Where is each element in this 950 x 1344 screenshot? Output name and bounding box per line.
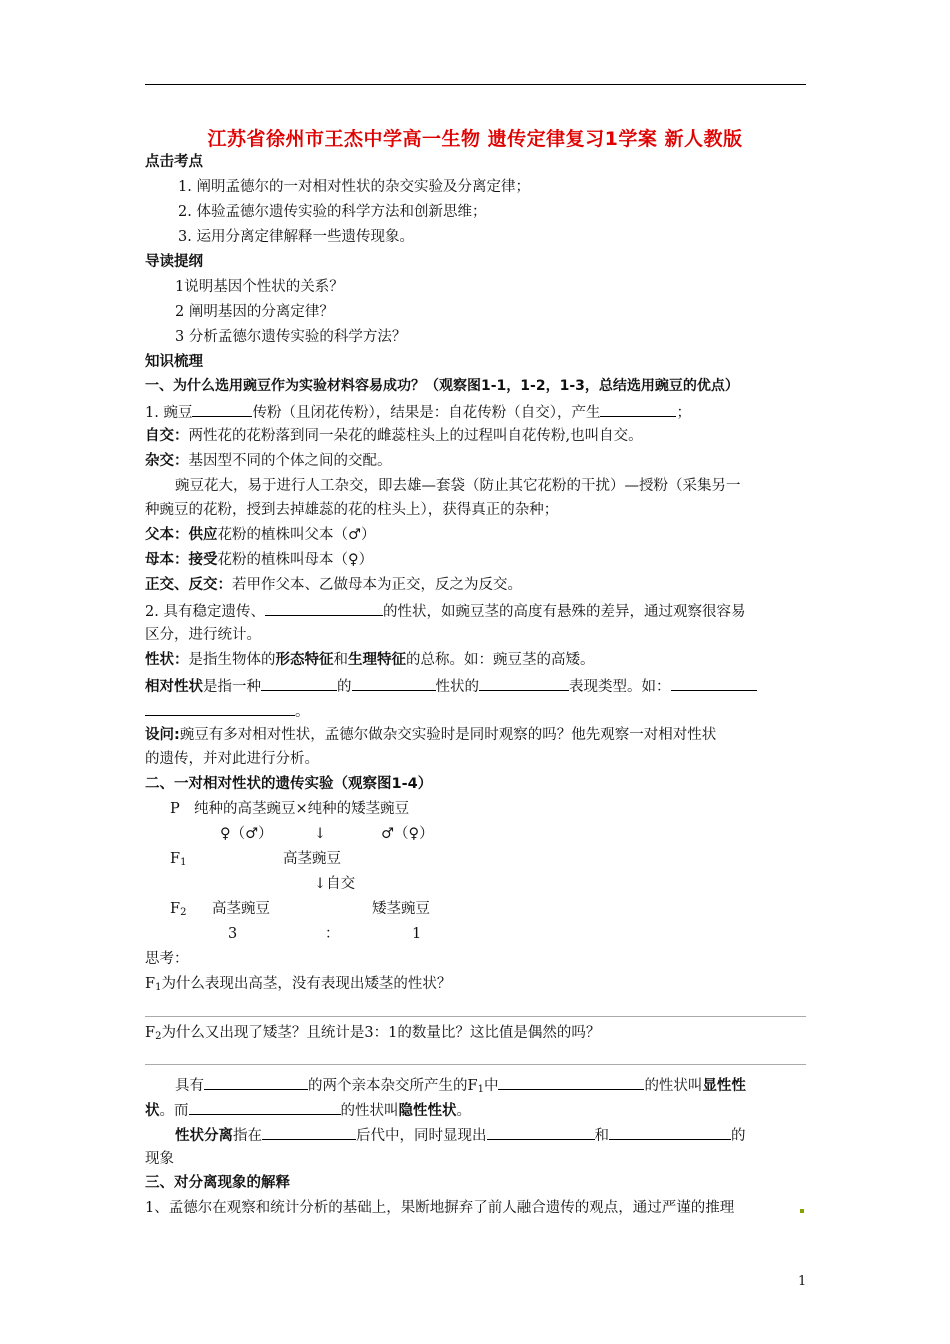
cross-f2-right: 矮茎豌豆 (372, 901, 430, 917)
list-item: 1说明基因个性状的关系？ (175, 279, 344, 295)
list-item: 1. 阐明孟德尔的一对相对性状的杂交实验及分离定律； (178, 179, 530, 195)
paragraph-line: 现象 (145, 1151, 174, 1167)
definition-text: 若甲作父本、乙做母本为正交，反之为反交。 (232, 577, 522, 593)
bold-text: 显性性 (702, 1078, 746, 1094)
text: 的性状叫 (340, 1103, 399, 1119)
text: 和 (333, 652, 348, 668)
section-heading-daodu: 导读提纲 (145, 254, 203, 270)
blank-field[interactable] (600, 402, 676, 417)
definition-zijiao (145, 427, 643, 445)
section-heading-2: 二、一对相对性状的遗传实验（观察图1-4） (145, 776, 433, 792)
fill-line-2 (145, 601, 745, 621)
bold-text: 接受 (188, 552, 218, 568)
blank-field[interactable] (479, 676, 569, 691)
question-heading-1: 一、为什么选用豌豆作为实验材料容易成功？（观察图1-1，1-2，1-3，总结选用豌豆的优点） (145, 378, 739, 394)
shewen-line (145, 726, 716, 744)
text: 。而 (159, 1103, 189, 1119)
blank-field[interactable] (352, 676, 436, 691)
section-heading-kaodian: 点击考点 (145, 154, 203, 170)
text: 和 (594, 1128, 609, 1144)
term-label: 设问: (145, 727, 180, 743)
text: 的性状，如豌豆茎的高度有悬殊的差异，通过观察很容易 (382, 604, 746, 620)
blank-field[interactable] (609, 1125, 731, 1140)
blank-field[interactable] (262, 1125, 356, 1140)
subscript: 1 (155, 982, 162, 993)
cross-f1-label (170, 850, 186, 872)
blank-field[interactable] (189, 1100, 341, 1115)
text: 的 (337, 679, 352, 695)
term-label: 自交： (145, 428, 189, 444)
bold-text: 生理特征 (348, 652, 406, 668)
term-label: 正交、反交： (145, 577, 232, 593)
list-item: 2. 体验孟德尔遗传实验的科学方法和创新思维； (178, 204, 487, 220)
definition-text: 花粉的植株叫母本（♀） (217, 552, 374, 568)
term-label: 杂交： (145, 453, 189, 469)
paragraph-line: 豌豆花大，易于进行人工杂交，即去雄—套袋（防止其它花粉的干扰）—授粉（采集另一 (175, 478, 741, 494)
blank-field[interactable] (487, 1125, 595, 1140)
ratio-right: 1 (412, 926, 422, 942)
term-label: 母本： (145, 552, 189, 568)
subscript: 2 (180, 907, 187, 918)
paragraph-line: 1、孟德尔在观察和统计分析的基础上，果断地摒弃了前人融合遗传的观点，通过严谨的推理 (145, 1200, 735, 1216)
document-title: 江苏省徐州市王杰中学高一生物 遗传定律复习1学案 新人教版 (207, 128, 743, 150)
text: 的总称。如：豌豆茎的高矮。 (406, 652, 595, 668)
definition-xiangdui (145, 676, 757, 696)
cross-arrow: ↓ (314, 826, 327, 842)
blank-field[interactable] (671, 676, 757, 691)
text: 具有 (175, 1078, 204, 1094)
ratio-colon: ： (325, 926, 340, 942)
answer-line[interactable] (145, 1064, 806, 1065)
blank-field[interactable] (265, 601, 383, 616)
text: 为什么又出现了矮茎？且统计是3：1的数量比？这比值是偶然的吗？ (161, 1025, 601, 1041)
blank-field[interactable] (261, 676, 337, 691)
text: 后代中，同时显现出 (356, 1128, 487, 1144)
blank-field[interactable] (192, 402, 252, 417)
text: 表现类型。如： (569, 679, 671, 695)
paragraph-line: 种豌豆的花粉，授到去掉雄蕊的花的柱头上），获得真正的杂种； (145, 502, 559, 518)
cross-self-text: ↓自交 (314, 876, 356, 892)
subscript: 1 (180, 857, 187, 868)
text: F (145, 1025, 156, 1041)
term-label: 性状： (145, 652, 189, 668)
text: 的性状叫 (644, 1078, 703, 1094)
definition-text: 基因型不同的个体之间的交配。 (188, 453, 392, 469)
text: F (170, 851, 181, 867)
think-label: 思考： (145, 951, 189, 967)
bold-text: 隐性性状 (398, 1103, 457, 1119)
text: ； (676, 405, 691, 421)
cross-f2-left: 高茎豌豆 (212, 901, 270, 917)
subscript: 2 (155, 1031, 162, 1042)
definition-text: 花粉的植株叫父本（♂） (217, 527, 376, 543)
cross-sex-right: ♂（♀） (381, 826, 434, 842)
text: F (170, 901, 181, 917)
bold-text: 供应 (188, 527, 218, 543)
cross-p-text: 纯种的高茎豌豆×纯种的矮茎豌豆 (194, 801, 410, 817)
blank-field[interactable] (498, 1075, 644, 1090)
cross-f2-label (170, 900, 186, 922)
fill-line-cont (145, 701, 310, 721)
definition-muben (145, 551, 373, 569)
bold-text: 形态特征 (275, 652, 334, 668)
text: 指在 (233, 1128, 262, 1144)
term-label: 父本： (145, 527, 189, 543)
list-item: 3. 运用分离定律解释一些遗传现象。 (178, 229, 414, 245)
text: 的 (731, 1128, 746, 1144)
fill-line-separation (175, 1125, 746, 1145)
header-rule (145, 84, 806, 85)
text: 豌豆有多对相对性状，孟德尔做杂交实验时是同时观察的吗？他先观察一对相对性状 (179, 727, 717, 743)
section-heading-zhishi: 知识梳理 (145, 354, 203, 370)
subscript: 1 (477, 1084, 484, 1095)
bold-text: 状 (145, 1103, 160, 1119)
blank-field[interactable] (145, 701, 295, 716)
definition-zajiao (145, 452, 392, 470)
text: 传粉（且闭花传粉），结果是：自花传粉（自交），产生 (252, 405, 601, 421)
fill-line-1 (145, 402, 691, 422)
definition-xingzhuang (145, 651, 595, 669)
text: 性状的 (435, 679, 479, 695)
text: 是指生物体的 (188, 652, 276, 668)
text: F (145, 976, 156, 992)
fill-line-dominant (175, 1075, 746, 1099)
blank-field[interactable] (204, 1075, 308, 1090)
text: 为什么表现出高茎，没有表现出矮茎的性状？ (161, 976, 452, 992)
section-heading-3: 三、对分离现象的解释 (145, 1175, 290, 1191)
list-item: 2 阐明基因的分离定律？ (175, 304, 334, 320)
fill-line-recessive (145, 1100, 471, 1120)
marker-dot (800, 1209, 804, 1213)
bold-text: 性状分离 (175, 1128, 233, 1144)
ratio-left: 3 (228, 926, 238, 942)
answer-line[interactable] (145, 1016, 806, 1017)
page-number: 1 (798, 1274, 807, 1289)
cross-f1-text: 高茎豌豆 (283, 851, 341, 867)
text: 的两个亲本杂交所产生的F (308, 1078, 478, 1094)
text: 2. 具有稳定遗传、 (145, 604, 265, 620)
text: 。 (456, 1103, 471, 1119)
cross-sex-left: ♀（♂） (220, 826, 273, 842)
term-label: 相对性状 (145, 679, 203, 695)
text: 1. 豌豆 (145, 405, 193, 421)
list-item: 3 分析孟德尔遗传实验的科学方法？ (175, 329, 407, 345)
definition-text: 两性花的花粉落到同一朵花的雌蕊柱头上的过程叫自花传粉,也叫自交。 (188, 428, 643, 444)
text: 。 (295, 704, 310, 720)
text: 是指一种 (203, 679, 261, 695)
definition-zhengfan (145, 576, 522, 594)
text: 中 (483, 1078, 499, 1094)
paragraph-line: 区分，进行统计。 (145, 627, 261, 643)
question-f1 (145, 975, 451, 997)
definition-fuben (145, 526, 376, 544)
question-f2 (145, 1024, 600, 1046)
cross-p-label: P (170, 801, 180, 817)
paragraph-line: 的遗传，并对此进行分析。 (145, 751, 319, 767)
